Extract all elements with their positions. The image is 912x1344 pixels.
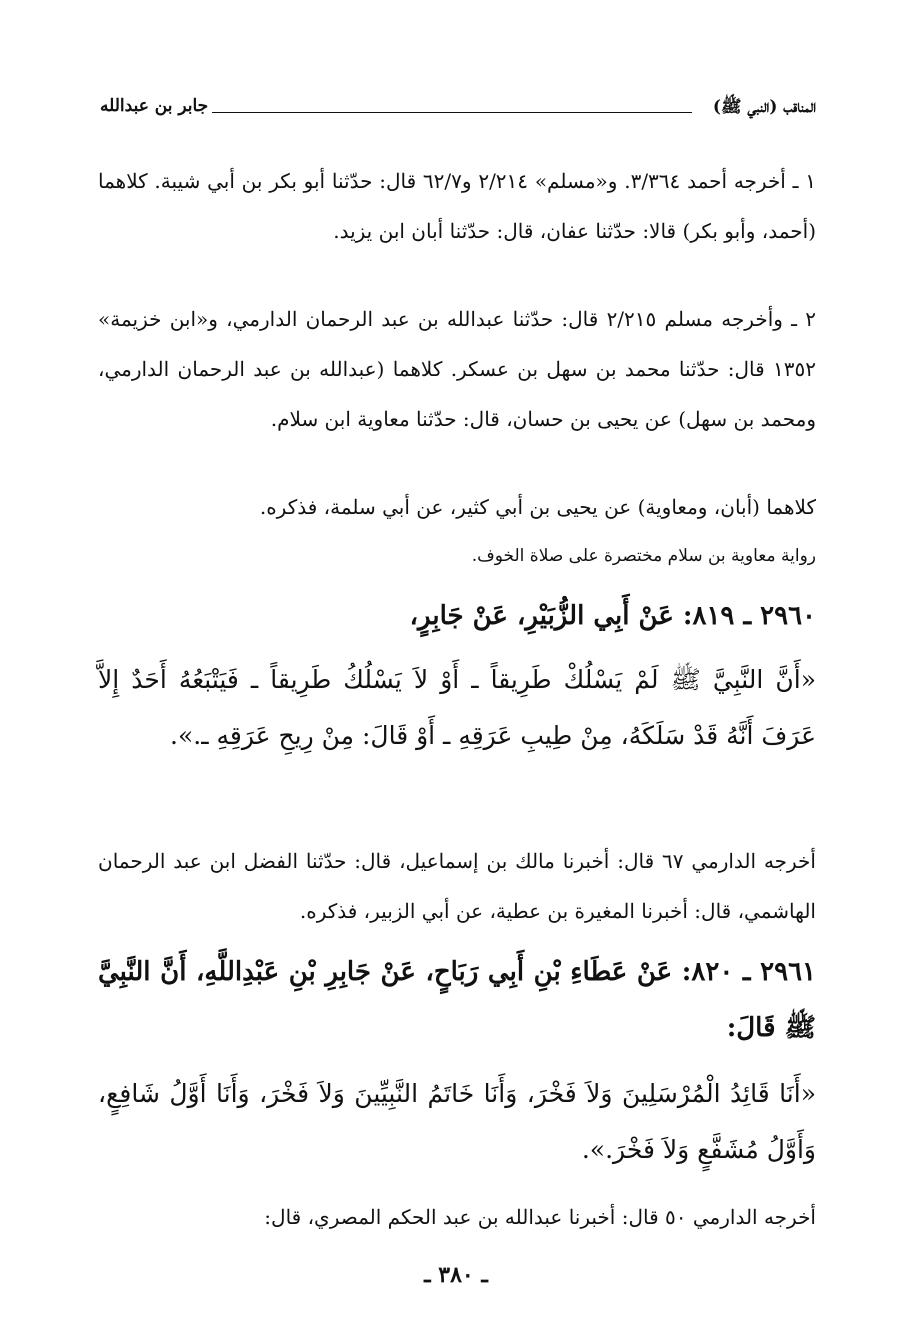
header-companion-name: جابر بن عبدالله [100,96,209,116]
footnote-1: ١ ـ أخرجه أحمد ٣/٣٦٤. و«مسلم» ٢/٢١٤ و٦٢/٧ قال: حدّثنا أبو بكر بن أبي شيبة. كلاهما (أحمد، وأبو بكر) قالا: حدّثنا عفان، قال: حدّثنا أبان ابن يزيد. [98,169,817,243]
hadith-2960-heading: ٢٩٦٠ ـ ٨١٩: عَنْ أَبِي الزُّبَيْرِ، عَنْ جَابِرٍ، [409,601,816,631]
header-rule [212,112,692,113]
hadith-2961-text: «أَنَا قَائِدُ الْمُرْسَلِينَ وَلاَ فَخْرَ، وَأَنَا خَاتَمُ النَّبِيِّينَ وَلاَ فَخْرَ، وَأَنَا أَوَّلُ شَافِعٍ، وَأَوَّلُ مُشَفَّعٍ وَلاَ فَخْرَ.». [98,1079,816,1164]
footnote-remark: رواية معاوية بن سلام مختصرة على صلاة الخوف. [471,546,816,566]
hadith-2961-source: أخرجه الدارمي ٥٠ قال: أخبرنا عبدالله بن عبد الحكم المصري، قال: [264,1205,816,1229]
footnote-2: ٢ ـ وأخرجه مسلم ٢/٢١٥ قال: حدّثنا عبدالله بن عبد الرحمان الدارمي، و«ابن خزيمة» ١٣٥٢ قال: حدّثنا محمد بن سهل بن عسكر. كلاهما (عبدالله بن عبد الرحمان الدارمي، ومحمد بن سهل) عن يحيى بن حسان، قال: حدّثنا معاوية ابن سلام. [98,307,816,431]
hadith-2960-text: «أَنَّ النَّبِيَّ ﷺ لَمْ يَسْلُكْ طَرِيقاً ـ أَوْ لاَ يَسْلُكُ طَرِيقاً ـ فَيَتْبَعُهُ أَحَدٌ إِلاَّ عَرَفَ أَنَّهُ قَدْ سَلَكَهُ، مِنْ طِيبِ عَرَقِهِ ـ أَوْ قَالَ: مِنْ رِيحِ عَرَقِهِ ـ.». [98,665,816,750]
hadith-2961-heading: ٢٩٦١ ـ ٨٢٠: عَنْ عَطَاءِ بْنِ أَبِي رَبَاحٍ، عَنْ جَابِرِ بْنِ عَبْدِاللَّهِ، أَنَّ النَّبِيَّ ﷺ قَالَ: [98,957,816,1043]
hadith-2960-source: أخرجه الدارمي ٦٧ قال: أخبرنا مالك بن إسماعيل، قال: حدّثنا الفضل ابن عبد الرحمان الهاشمي، قال: أخبرنا المغيرة بن عطية، عن أبي الزبير، فذكره. [98,849,816,923]
page-number: ـ ٣٨٠ ـ [424,1262,488,1288]
footnote-summary: كلاهما (أبان، ومعاوية) عن يحيى بن أبي كثير، عن أبي سلمة، فذكره. [259,495,816,519]
running-header [100,96,816,126]
header-section-title: المناقب (النبي ﷺ) [712,97,816,117]
